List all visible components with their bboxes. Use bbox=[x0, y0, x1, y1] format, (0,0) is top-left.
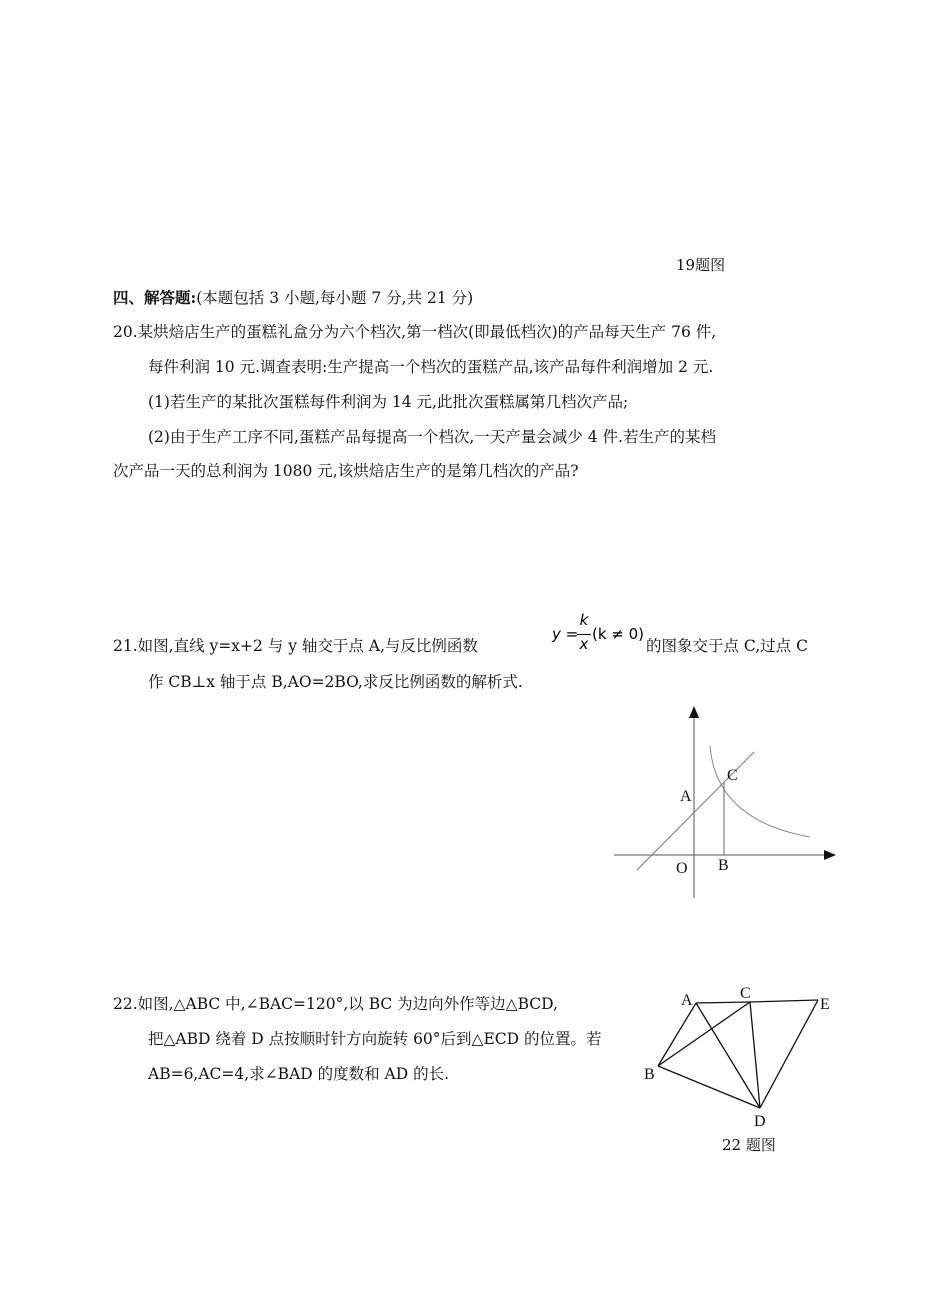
q21-line2: 作 CB⊥x 轴于点 B,AO=2BO,求反比例函数的解析式. bbox=[148, 673, 523, 691]
label-a: A bbox=[681, 992, 693, 1009]
label-d: D bbox=[754, 1113, 766, 1130]
q21-line1b: 的图象交于点 C,过点 C bbox=[646, 637, 808, 655]
formula-denominator: x bbox=[579, 635, 589, 653]
q20-line1: 20.某烘焙店生产的蛋糕礼盒分为六个档次,第一档次(即最低档次)的产品每天生产 76 件, bbox=[113, 323, 717, 341]
x-axis-arrow-icon bbox=[824, 850, 836, 860]
segment-bc bbox=[658, 1002, 750, 1066]
segment-ab bbox=[658, 1003, 696, 1066]
inverse-function-formula bbox=[552, 613, 647, 661]
formula-y: y = bbox=[552, 625, 579, 643]
formula-condition: (k ≠ 0) bbox=[592, 625, 645, 643]
hyperbola-curve bbox=[710, 746, 810, 837]
label-b: B bbox=[644, 1066, 655, 1083]
section4-heading bbox=[113, 288, 473, 308]
label-o: O bbox=[676, 860, 688, 877]
q22-line2: 把△ABD 绕着 D 点按顺时针方向旋转 60°后到△ECD 的位置。若 bbox=[148, 1030, 602, 1048]
segment-ac bbox=[696, 1002, 750, 1003]
label-a: A bbox=[680, 788, 692, 805]
fig22-caption: 22 题图 bbox=[722, 1136, 776, 1154]
q22-line1: 22.如图,△ABC 中,∠BAC=120°,以 BC 为边向外作等边△BCD, bbox=[113, 995, 558, 1013]
segment-ad bbox=[696, 1003, 760, 1108]
q20-line3: (1)若生产的某批次蛋糕每件利润为 14 元,此批次蛋糕属第几档次产品; bbox=[148, 393, 629, 411]
fig22-triangles bbox=[640, 980, 850, 1130]
formula-numerator: k bbox=[579, 611, 589, 629]
label-b: B bbox=[718, 857, 729, 874]
segment-bd bbox=[658, 1066, 760, 1108]
fig21-graph bbox=[600, 700, 850, 905]
segment-ce bbox=[750, 1000, 818, 1002]
q20-line5: 次产品一天的总利润为 1080 元,该烘焙店生产的是第几档次的产品? bbox=[113, 462, 579, 480]
q20-line2: 每件利润 10 元.调查表明:生产提高一个档次的蛋糕产品,该产品每件利润增加 2 元. bbox=[148, 358, 714, 376]
q20-line4: (2)由于生产工序不同,蛋糕产品每提高一个档次,一天产量会减少 4 件.若生产的某档 bbox=[148, 428, 716, 446]
segment-cd bbox=[750, 1002, 760, 1108]
label-e: E bbox=[820, 996, 830, 1013]
section4-title: 四、解答题: bbox=[113, 288, 197, 307]
label-c: C bbox=[740, 985, 751, 1002]
y-axis-arrow-icon bbox=[689, 706, 699, 718]
section4-note: (本题包括 3 小题,每小题 7 分,共 21 分) bbox=[196, 289, 474, 307]
segment-ed bbox=[760, 1000, 818, 1108]
fig19-caption: 19题图 bbox=[676, 256, 726, 274]
label-c: C bbox=[727, 767, 738, 784]
q22-line3: AB=6,AC=4,求∠BAD 的度数和 AD 的长. bbox=[148, 1065, 450, 1083]
q21-line1a: 21.如图,直线 y=x+2 与 y 轴交于点 A,与反比例函数 bbox=[113, 637, 478, 655]
